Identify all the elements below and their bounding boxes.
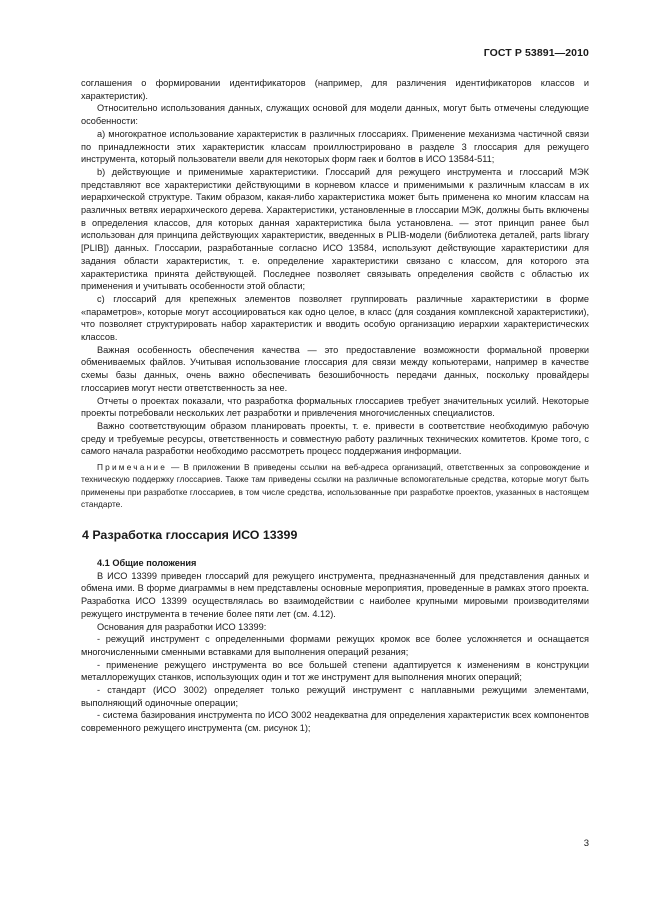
list-item-b: b) действующие и применимые характеристики. Глоссарий для режущего инструмента и глоссарий МЭК представляют все характеристики действующими в корневом классе и применимыми к различным классам в их иерархической структуре. Таким образом, какая-либо характеристика может быть применена ко многим классам на различных ветвях иерархического дерева. Характеристики, установленные в глоссарии МЭК, должны быть включены в определения классов, для которых данная характеристика была установлена. — этот принцип ранее был использован для принципа действующих характеристик, введенных в PLIB-модели (библиотека деталей, parts library [PLIB]) данных. Глоссарии, разработанные согласно ИСО 13584, используют действующие характеристики для задания области характеристик, т. е. определение характеристики связано с классом, для которого эта характеристика принята действующей. Последнее позволяет связывать определения свойств с областью их применения и учитывать особенности этой области; (81, 166, 589, 292)
paragraph: Важная особенность обеспечения качества — это предоставление возможности формальной проверки обмениваемых файлов. Учитывая использование глоссария для связи между копьютерами, например в качестве схемы базы данных, очень важно обеспечивать безошибочность передачи данных, поскольку провайдеры глоссариев могут нести ответственность за нее. (81, 344, 589, 393)
paragraph: Относительно использования данных, служащих основой для модели данных, могут быть отмечены следующие особенности: (81, 103, 589, 127)
note-text: — В приложении В приведены ссылки на веб-адреса организаций, ответственных за сопровождение и техническую поддержку глоссариев. Также там приведены ссылки на различные вспомогательные средства, которые могут быть применены при разработке глоссариев, в том числе средства, использованные при разработке проектов, указанных в настоящем стандарте. (81, 462, 589, 509)
list-item: - применение режущего инструмента во все большей степени адаптируется к изменениям в конструкции металлорежущих станков, использующих один и тот же инструмент для выполнения многих операций; (81, 659, 589, 683)
paragraph: Основания для разработки ИСО 13399: (97, 621, 267, 632)
paragraph: Важно соответствующим образом планировать проекты, т. е. привести в соответствие необходимую рабочую среду и требуемые ресурсы, ответственность и совместную работу различных технических комитетов. Кроме того, с самого начала разработки необходимо рассмотреть процесс поддержания информации. (81, 420, 589, 457)
paragraph: Отчеты о проектах показали, что разработка формальных глоссариев требует значительных усилий. Некоторые проекты потребовали нескольких лет разработки и привлечения многочисленных специалистов. (81, 395, 589, 419)
list-item: - стандарт (ИСО 3002) определяет только режущий инструмент с наплавными режущими элементами, выполняющий одиночные операции; (81, 685, 589, 708)
note-label: Примечание (97, 462, 168, 473)
page-number: 3 (583, 838, 589, 849)
list-item-c: c) глоссарий для крепежных элементов позволяет группировать различные характеристики в форме «параметров», которые могут ассоциироваться как одно целое, в класс (для создания комплексной характеристики), что позволяет структурировать набор характеристик и вводить особую организацию иерархии характеристических классов. (81, 293, 589, 343)
section-title: 4 Разработка глоссария ИСО 13399 (82, 528, 298, 543)
paragraph: соглашения о формировании идентификаторов (например, для различения идентификаторов классов и характеристик). (81, 78, 589, 101)
document-code: ГОСТ Р 53891—2010 (483, 47, 589, 59)
document-body (81, 77, 589, 735)
paragraph: В ИСО 13399 приведен глоссарий для режущего инструмента, предназначенный для представления данных и обмена ими. В форме диаграммы в нем представлены основные мероприятия, проведенные в рамках этого проекта. Разработка ИСО 13399 осуществлялась во взаимодействии с наиболее крупными мировыми производителями режущего инструмента в течение более пяти лет (см. 4.12). (81, 570, 589, 619)
list-item: - система базирования инструмента по ИСО 3002 неадекватна для определения характеристик всех компонентов современного режущего инструмента (см. рисунок 1); (81, 710, 589, 734)
list-item-a: а) многократное использование характеристик в различных глоссариях. Применение механизма частичной связи по принадлежности этих характеристик классам проиллюстрировано в разделе 3 глоссария для режущего инструмента, который пользователи ввели для некоторых форм гаек и болтов в ИСО 13584-511; (81, 128, 589, 165)
subsection-title: 4.1 Общие положения (97, 557, 197, 568)
list-item: - режущий инструмент с определенными формами режущих кромок все более усложняется и оснащается многочисленными сменными вставками для выполнения операций резания; (81, 634, 589, 657)
note (81, 461, 589, 510)
